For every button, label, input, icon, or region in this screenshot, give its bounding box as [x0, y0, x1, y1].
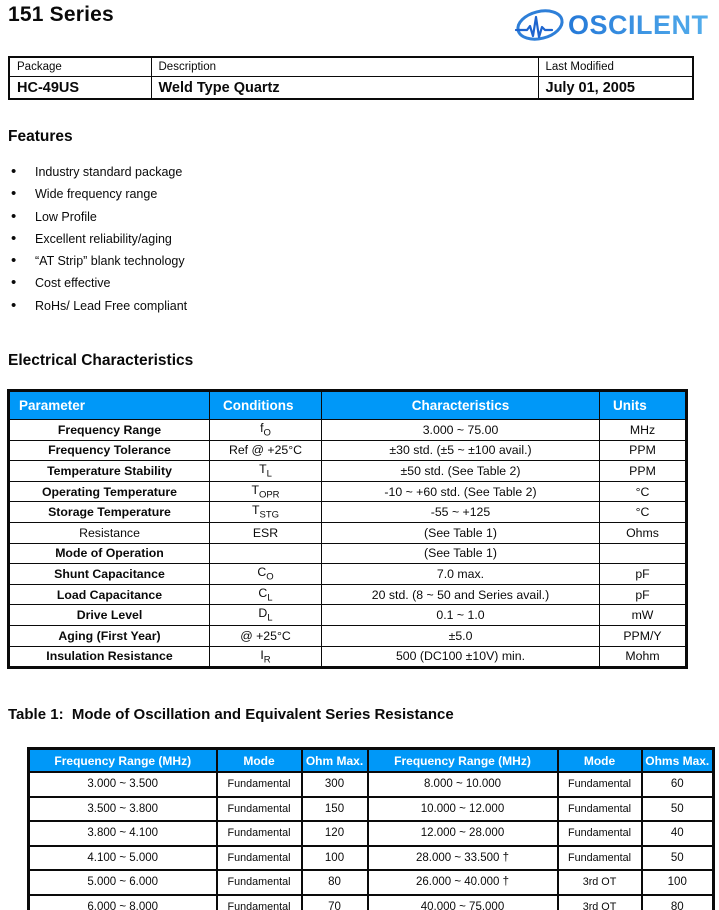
mode-1-cell: Fundamental	[217, 846, 302, 871]
electrical-row	[9, 440, 687, 461]
table1-header-freq-range-1: Frequency Range (MHz)	[29, 749, 217, 773]
parameter-cell: Shunt Capacitance	[9, 564, 210, 585]
characteristics-cell: 3.000 ~ 75.00	[322, 420, 600, 441]
parameter-cell: Temperature Stability	[9, 461, 210, 482]
electrical-row	[9, 564, 687, 585]
mode-2-cell: Fundamental	[558, 846, 642, 871]
ohms-max-cell: 100	[642, 870, 714, 895]
parameter-cell: Aging (First Year)	[9, 625, 210, 646]
conditions-cell: $I_R$	[210, 646, 322, 668]
page-title: 151 Series	[8, 3, 114, 26]
feature-item: • Wide frequency range	[8, 183, 187, 205]
info-header-description: Description	[151, 57, 538, 77]
conditions-cell: $f_O$	[210, 420, 322, 441]
table1-header-ohms-max: Ohms Max.	[642, 749, 714, 773]
table1-header-mode-2: Mode	[558, 749, 642, 773]
electrical-row	[9, 522, 687, 543]
mode-2-cell: 3rd OT	[558, 895, 642, 910]
mode-1-cell: Fundamental	[217, 895, 302, 910]
characteristics-cell: 0.1 ~ 1.0	[322, 605, 600, 626]
logo-text: OSCILENT	[568, 9, 709, 40]
ohm-max-cell: 80	[302, 870, 368, 895]
parameter-cell: Mode of Operation	[9, 543, 210, 564]
freq-range-2-cell: 10.000 ~ 12.000	[368, 797, 558, 822]
electrical-header-conditions: Conditions	[210, 391, 322, 420]
parameter-cell: Operating Temperature	[9, 481, 210, 502]
mode-2-cell: Fundamental	[558, 772, 642, 797]
ohm-max-cell: 70	[302, 895, 368, 910]
table1-row	[29, 846, 714, 871]
table1-row	[29, 821, 714, 846]
table1	[27, 747, 715, 910]
units-cell: pF	[600, 564, 687, 585]
characteristics-cell: 20 std. (8 ~ 50 and Series avail.)	[322, 584, 600, 605]
units-cell: pF	[600, 584, 687, 605]
parameter-cell: Storage Temperature	[9, 502, 210, 523]
units-cell: Ohms	[600, 522, 687, 543]
electrical-table	[7, 389, 688, 669]
table1-row	[29, 870, 714, 895]
table1-row	[29, 797, 714, 822]
conditions-cell: $C_L$	[210, 584, 322, 605]
conditions-cell: $D_L$	[210, 605, 322, 626]
electrical-row	[9, 420, 687, 441]
units-cell: PPM	[600, 461, 687, 482]
characteristics-cell: -55 ~ +125	[322, 502, 600, 523]
table1-heading: Table 1: Mode of Oscillation and Equivalent Series Resistance	[8, 706, 454, 723]
units-cell: PPM/Y	[600, 625, 687, 646]
feature-item: • “AT Strip” blank technology	[8, 250, 187, 272]
feature-item: • Industry standard package	[8, 161, 187, 183]
mode-1-cell: Fundamental	[217, 821, 302, 846]
characteristics-cell: -10 ~ +60 std. (See Table 2)	[322, 481, 600, 502]
parameter-cell: Frequency Range	[9, 420, 210, 441]
freq-range-2-cell: 12.000 ~ 28.000	[368, 821, 558, 846]
electrical-row	[9, 502, 687, 523]
mode-1-cell: Fundamental	[217, 870, 302, 895]
units-cell: °C	[600, 502, 687, 523]
ohms-max-cell: 40	[642, 821, 714, 846]
ohms-max-cell: 60	[642, 772, 714, 797]
ohms-max-cell: 50	[642, 797, 714, 822]
electrical-header-units: Units	[600, 391, 687, 420]
table1-header-freq-range-2: Frequency Range (MHz)	[368, 749, 558, 773]
parameter-cell: Resistance	[9, 522, 210, 543]
electrical-row	[9, 646, 687, 668]
feature-item: • RoHs/ Lead Free compliant	[8, 295, 187, 317]
ohms-max-cell: 80	[642, 895, 714, 910]
characteristics-cell: (See Table 1)	[322, 543, 600, 564]
units-cell: mW	[600, 605, 687, 626]
info-table	[8, 56, 694, 100]
electrical-row	[9, 584, 687, 605]
conditions-cell: $T_{OPR}$	[210, 481, 322, 502]
freq-range-2-cell: 8.000 ~ 10.000	[368, 772, 558, 797]
table1-row	[29, 772, 714, 797]
conditions-cell: @ +25°C	[210, 625, 322, 646]
parameter-cell: Insulation Resistance	[9, 646, 210, 668]
ohms-max-cell: 50	[642, 846, 714, 871]
oscilent-logo	[513, 4, 709, 46]
info-header-package: Package	[9, 57, 151, 77]
freq-range-1-cell: 5.000 ~ 6.000	[29, 870, 217, 895]
mode-2-cell: Fundamental	[558, 821, 642, 846]
info-header-last-modified: Last Modified	[538, 57, 693, 77]
freq-range-1-cell: 4.100 ~ 5.000	[29, 846, 217, 871]
units-cell: Mohm	[600, 646, 687, 668]
parameter-cell: Load Capacitance	[9, 584, 210, 605]
electrical-row	[9, 481, 687, 502]
table1-body	[29, 772, 714, 910]
units-cell	[600, 543, 687, 564]
freq-range-2-cell: 40.000 ~ 75.000	[368, 895, 558, 910]
mode-1-cell: Fundamental	[217, 797, 302, 822]
electrical-heading: Electrical Characteristics	[8, 352, 194, 369]
electrical-row	[9, 625, 687, 646]
electrical-table-body	[9, 420, 687, 668]
characteristics-cell: ±30 std. (±5 ~ ±100 avail.)	[322, 440, 600, 461]
electrical-header-parameter: Parameter	[9, 391, 210, 420]
freq-range-2-cell: 28.000 ~ 33.500 †	[368, 846, 558, 871]
info-value-last-modified: July 01, 2005	[538, 77, 693, 100]
electrical-header-characteristics: Characteristics	[322, 391, 600, 420]
characteristics-cell: (See Table 1)	[322, 522, 600, 543]
ohm-max-cell: 100	[302, 846, 368, 871]
electrical-row	[9, 461, 687, 482]
characteristics-cell: 500 (DC100 ±10V) min.	[322, 646, 600, 668]
feature-item: • Low Profile	[8, 206, 187, 228]
electrical-header-row	[9, 391, 687, 420]
table1-header-ohm-max: Ohm Max.	[302, 749, 368, 773]
mode-1-cell: Fundamental	[217, 772, 302, 797]
conditions-cell: $T_{STG}$	[210, 502, 322, 523]
characteristics-cell: ±50 std. (See Table 2)	[322, 461, 600, 482]
freq-range-1-cell: 6.000 ~ 8.000	[29, 895, 217, 910]
electrical-row	[9, 543, 687, 564]
freq-range-1-cell: 3.800 ~ 4.100	[29, 821, 217, 846]
conditions-cell: $T_L$	[210, 461, 322, 482]
ohm-max-cell: 150	[302, 797, 368, 822]
table1-row	[29, 895, 714, 910]
ohm-max-cell: 300	[302, 772, 368, 797]
info-value-description: Weld Type Quartz	[151, 77, 538, 100]
feature-item: • Excellent reliability/aging	[8, 228, 187, 250]
table1-header-row	[29, 749, 714, 773]
units-cell: °C	[600, 481, 687, 502]
conditions-cell: Ref @ +25°C	[210, 440, 322, 461]
feature-item: • Cost effective	[8, 272, 187, 294]
features-heading: Features	[8, 128, 73, 145]
conditions-cell: $C_O$	[210, 564, 322, 585]
mode-2-cell: Fundamental	[558, 797, 642, 822]
table1-header-mode-1: Mode	[217, 749, 302, 773]
electrical-row	[9, 605, 687, 626]
pulse-ellipse-icon	[513, 4, 567, 46]
info-value-package: HC-49US	[9, 77, 151, 100]
characteristics-cell: ±5.0	[322, 625, 600, 646]
characteristics-cell: 7.0 max.	[322, 564, 600, 585]
mode-2-cell: 3rd OT	[558, 870, 642, 895]
parameter-cell: Drive Level	[9, 605, 210, 626]
freq-range-1-cell: 3.000 ~ 3.500	[29, 772, 217, 797]
ohm-max-cell: 120	[302, 821, 368, 846]
freq-range-2-cell: 26.000 ~ 40.000 †	[368, 870, 558, 895]
conditions-cell	[210, 543, 322, 564]
parameter-cell: Frequency Tolerance	[9, 440, 210, 461]
features-list	[8, 161, 187, 317]
units-cell: MHz	[600, 420, 687, 441]
conditions-cell: ESR	[210, 522, 322, 543]
units-cell: PPM	[600, 440, 687, 461]
freq-range-1-cell: 3.500 ~ 3.800	[29, 797, 217, 822]
